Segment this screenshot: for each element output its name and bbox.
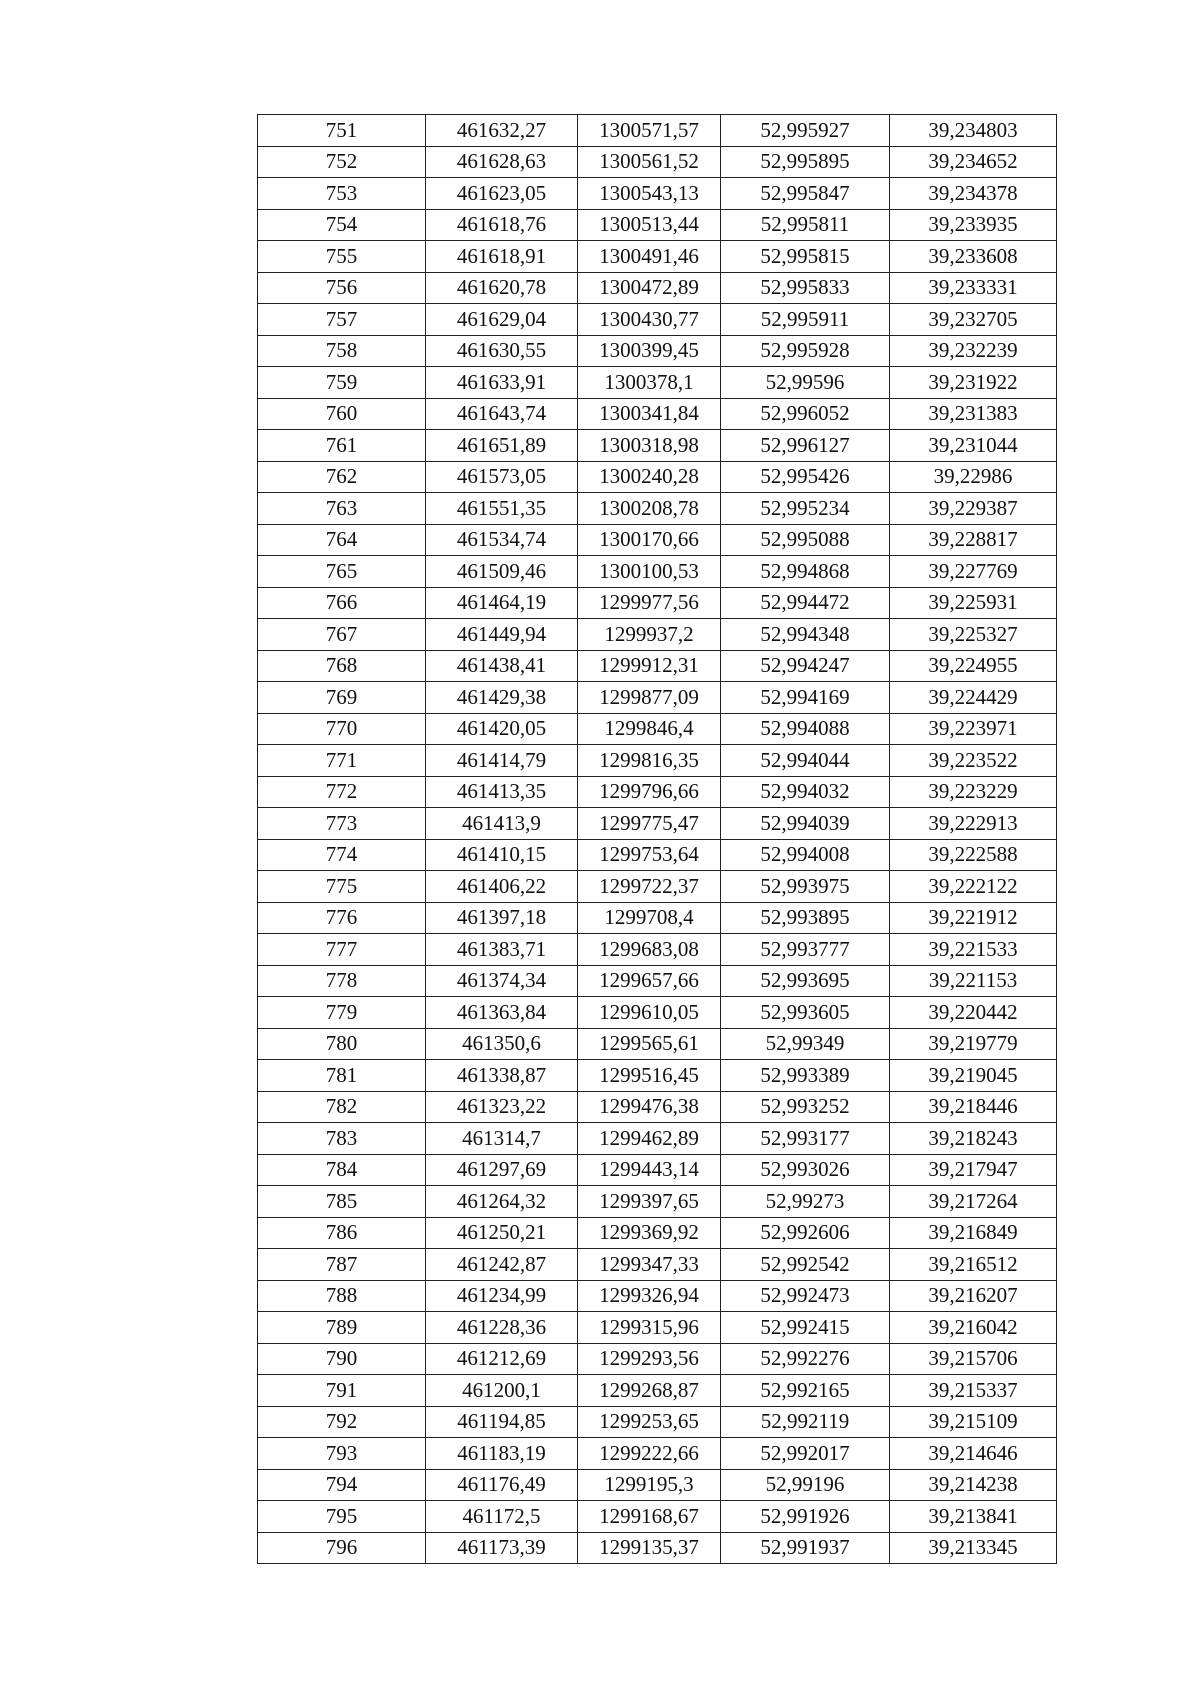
y-coordinate-cell: 1299168,67 <box>578 1501 721 1533</box>
x-coordinate-cell: 461297,69 <box>426 1154 578 1186</box>
x-coordinate-cell: 461420,05 <box>426 713 578 745</box>
y-coordinate-cell: 1299683,08 <box>578 934 721 966</box>
point-number-cell: 780 <box>258 1028 426 1060</box>
longitude-cell: 39,228817 <box>890 524 1057 556</box>
table-row <box>258 493 1057 525</box>
x-coordinate-cell: 461413,9 <box>426 808 578 840</box>
latitude-cell: 52,99196 <box>721 1469 890 1501</box>
latitude-cell: 52,992017 <box>721 1438 890 1470</box>
latitude-cell: 52,995833 <box>721 272 890 304</box>
latitude-cell: 52,995847 <box>721 178 890 210</box>
x-coordinate-cell: 461414,79 <box>426 745 578 777</box>
point-number-cell: 768 <box>258 650 426 682</box>
latitude-cell: 52,996052 <box>721 398 890 430</box>
y-coordinate-cell: 1299443,14 <box>578 1154 721 1186</box>
y-coordinate-cell: 1299708,4 <box>578 902 721 934</box>
y-coordinate-cell: 1299369,92 <box>578 1217 721 1249</box>
x-coordinate-cell: 461449,94 <box>426 619 578 651</box>
table-row <box>258 1312 1057 1344</box>
latitude-cell: 52,993605 <box>721 997 890 1029</box>
latitude-cell: 52,993695 <box>721 965 890 997</box>
y-coordinate-cell: 1300208,78 <box>578 493 721 525</box>
y-coordinate-cell: 1299222,66 <box>578 1438 721 1470</box>
point-number-cell: 763 <box>258 493 426 525</box>
table-row <box>258 839 1057 871</box>
point-number-cell: 796 <box>258 1532 426 1564</box>
point-number-cell: 794 <box>258 1469 426 1501</box>
latitude-cell: 52,993252 <box>721 1091 890 1123</box>
longitude-cell: 39,234652 <box>890 146 1057 178</box>
table-row <box>258 808 1057 840</box>
x-coordinate-cell: 461228,36 <box>426 1312 578 1344</box>
y-coordinate-cell: 1299516,45 <box>578 1060 721 1092</box>
longitude-cell: 39,223229 <box>890 776 1057 808</box>
y-coordinate-cell: 1300561,52 <box>578 146 721 178</box>
y-coordinate-cell: 1299315,96 <box>578 1312 721 1344</box>
x-coordinate-cell: 461630,55 <box>426 335 578 367</box>
point-number-cell: 790 <box>258 1343 426 1375</box>
x-coordinate-cell: 461338,87 <box>426 1060 578 1092</box>
y-coordinate-cell: 1299657,66 <box>578 965 721 997</box>
y-coordinate-cell: 1300513,44 <box>578 209 721 241</box>
point-number-cell: 767 <box>258 619 426 651</box>
y-coordinate-cell: 1300170,66 <box>578 524 721 556</box>
y-coordinate-cell: 1299397,65 <box>578 1186 721 1218</box>
latitude-cell: 52,991926 <box>721 1501 890 1533</box>
table-row <box>258 965 1057 997</box>
table-row <box>258 713 1057 745</box>
latitude-cell: 52,995911 <box>721 304 890 336</box>
point-number-cell: 766 <box>258 587 426 619</box>
x-coordinate-cell: 461651,89 <box>426 430 578 462</box>
longitude-cell: 39,218243 <box>890 1123 1057 1155</box>
table-row <box>258 1186 1057 1218</box>
x-coordinate-cell: 461438,41 <box>426 650 578 682</box>
latitude-cell: 52,994868 <box>721 556 890 588</box>
table-row <box>258 1123 1057 1155</box>
longitude-cell: 39,227769 <box>890 556 1057 588</box>
latitude-cell: 52,993389 <box>721 1060 890 1092</box>
point-number-cell: 774 <box>258 839 426 871</box>
y-coordinate-cell: 1300100,53 <box>578 556 721 588</box>
point-number-cell: 752 <box>258 146 426 178</box>
table-row <box>258 650 1057 682</box>
point-number-cell: 781 <box>258 1060 426 1092</box>
point-number-cell: 793 <box>258 1438 426 1470</box>
point-number-cell: 762 <box>258 461 426 493</box>
longitude-cell: 39,231044 <box>890 430 1057 462</box>
table-row <box>258 934 1057 966</box>
point-number-cell: 776 <box>258 902 426 934</box>
longitude-cell: 39,225931 <box>890 587 1057 619</box>
latitude-cell: 52,99349 <box>721 1028 890 1060</box>
x-coordinate-cell: 461633,91 <box>426 367 578 399</box>
longitude-cell: 39,213841 <box>890 1501 1057 1533</box>
point-number-cell: 786 <box>258 1217 426 1249</box>
latitude-cell: 52,992473 <box>721 1280 890 1312</box>
latitude-cell: 52,995426 <box>721 461 890 493</box>
x-coordinate-cell: 461464,19 <box>426 587 578 619</box>
latitude-cell: 52,994039 <box>721 808 890 840</box>
x-coordinate-cell: 461212,69 <box>426 1343 578 1375</box>
longitude-cell: 39,218446 <box>890 1091 1057 1123</box>
y-coordinate-cell: 1299937,2 <box>578 619 721 651</box>
point-number-cell: 760 <box>258 398 426 430</box>
latitude-cell: 52,995815 <box>721 241 890 273</box>
table-row <box>258 556 1057 588</box>
latitude-cell: 52,99596 <box>721 367 890 399</box>
point-number-cell: 771 <box>258 745 426 777</box>
point-number-cell: 775 <box>258 871 426 903</box>
longitude-cell: 39,215109 <box>890 1406 1057 1438</box>
latitude-cell: 52,994044 <box>721 745 890 777</box>
point-number-cell: 753 <box>258 178 426 210</box>
y-coordinate-cell: 1300399,45 <box>578 335 721 367</box>
longitude-cell: 39,217947 <box>890 1154 1057 1186</box>
point-number-cell: 784 <box>258 1154 426 1186</box>
x-coordinate-cell: 461413,35 <box>426 776 578 808</box>
table-row <box>258 587 1057 619</box>
table-row <box>258 335 1057 367</box>
table-row <box>258 1343 1057 1375</box>
longitude-cell: 39,216042 <box>890 1312 1057 1344</box>
y-coordinate-cell: 1299135,37 <box>578 1532 721 1564</box>
y-coordinate-cell: 1299268,87 <box>578 1375 721 1407</box>
point-number-cell: 777 <box>258 934 426 966</box>
point-number-cell: 769 <box>258 682 426 714</box>
x-coordinate-cell: 461410,15 <box>426 839 578 871</box>
x-coordinate-cell: 461264,32 <box>426 1186 578 1218</box>
point-number-cell: 792 <box>258 1406 426 1438</box>
table-row <box>258 1154 1057 1186</box>
longitude-cell: 39,222913 <box>890 808 1057 840</box>
point-number-cell: 788 <box>258 1280 426 1312</box>
x-coordinate-cell: 461173,39 <box>426 1532 578 1564</box>
point-number-cell: 787 <box>258 1249 426 1281</box>
longitude-cell: 39,231383 <box>890 398 1057 430</box>
latitude-cell: 52,995927 <box>721 115 890 147</box>
table-row <box>258 1469 1057 1501</box>
table-row <box>258 902 1057 934</box>
y-coordinate-cell: 1299796,66 <box>578 776 721 808</box>
longitude-cell: 39,221153 <box>890 965 1057 997</box>
y-coordinate-cell: 1299347,33 <box>578 1249 721 1281</box>
table-row <box>258 871 1057 903</box>
longitude-cell: 39,216207 <box>890 1280 1057 1312</box>
longitude-cell: 39,233331 <box>890 272 1057 304</box>
point-number-cell: 770 <box>258 713 426 745</box>
longitude-cell: 39,221533 <box>890 934 1057 966</box>
x-coordinate-cell: 461383,71 <box>426 934 578 966</box>
x-coordinate-cell: 461534,74 <box>426 524 578 556</box>
point-number-cell: 785 <box>258 1186 426 1218</box>
point-number-cell: 757 <box>258 304 426 336</box>
y-coordinate-cell: 1299816,35 <box>578 745 721 777</box>
y-coordinate-cell: 1300543,13 <box>578 178 721 210</box>
longitude-cell: 39,225327 <box>890 619 1057 651</box>
latitude-cell: 52,991937 <box>721 1532 890 1564</box>
latitude-cell: 52,994348 <box>721 619 890 651</box>
x-coordinate-cell: 461200,1 <box>426 1375 578 1407</box>
table-row <box>258 272 1057 304</box>
table-row <box>258 524 1057 556</box>
x-coordinate-cell: 461429,38 <box>426 682 578 714</box>
latitude-cell: 52,993975 <box>721 871 890 903</box>
table-row <box>258 398 1057 430</box>
longitude-cell: 39,217264 <box>890 1186 1057 1218</box>
x-coordinate-cell: 461314,7 <box>426 1123 578 1155</box>
latitude-cell: 52,992606 <box>721 1217 890 1249</box>
latitude-cell: 52,992165 <box>721 1375 890 1407</box>
point-number-cell: 772 <box>258 776 426 808</box>
longitude-cell: 39,224429 <box>890 682 1057 714</box>
x-coordinate-cell: 461573,05 <box>426 461 578 493</box>
latitude-cell: 52,992542 <box>721 1249 890 1281</box>
y-coordinate-cell: 1300318,98 <box>578 430 721 462</box>
table-row <box>258 146 1057 178</box>
longitude-cell: 39,231922 <box>890 367 1057 399</box>
x-coordinate-cell: 461363,84 <box>426 997 578 1029</box>
table-row <box>258 997 1057 1029</box>
table-row <box>258 367 1057 399</box>
x-coordinate-cell: 461628,63 <box>426 146 578 178</box>
latitude-cell: 52,995895 <box>721 146 890 178</box>
longitude-cell: 39,216849 <box>890 1217 1057 1249</box>
x-coordinate-cell: 461397,18 <box>426 902 578 934</box>
x-coordinate-cell: 461632,27 <box>426 115 578 147</box>
table-row <box>258 209 1057 241</box>
table-row <box>258 241 1057 273</box>
x-coordinate-cell: 461234,99 <box>426 1280 578 1312</box>
latitude-cell: 52,994088 <box>721 713 890 745</box>
longitude-cell: 39,215706 <box>890 1343 1057 1375</box>
x-coordinate-cell: 461172,5 <box>426 1501 578 1533</box>
x-coordinate-cell: 461350,6 <box>426 1028 578 1060</box>
x-coordinate-cell: 461623,05 <box>426 178 578 210</box>
latitude-cell: 52,994472 <box>721 587 890 619</box>
longitude-cell: 39,214238 <box>890 1469 1057 1501</box>
x-coordinate-cell: 461618,76 <box>426 209 578 241</box>
table-row <box>258 1028 1057 1060</box>
longitude-cell: 39,229387 <box>890 493 1057 525</box>
longitude-cell: 39,220442 <box>890 997 1057 1029</box>
latitude-cell: 52,994032 <box>721 776 890 808</box>
table-row <box>258 1217 1057 1249</box>
y-coordinate-cell: 1300378,1 <box>578 367 721 399</box>
coordinates-table <box>257 114 1057 1564</box>
table-row <box>258 461 1057 493</box>
x-coordinate-cell: 461183,19 <box>426 1438 578 1470</box>
longitude-cell: 39,215337 <box>890 1375 1057 1407</box>
latitude-cell: 52,995234 <box>721 493 890 525</box>
point-number-cell: 778 <box>258 965 426 997</box>
longitude-cell: 39,221912 <box>890 902 1057 934</box>
point-number-cell: 779 <box>258 997 426 1029</box>
y-coordinate-cell: 1300472,89 <box>578 272 721 304</box>
table-row <box>258 1406 1057 1438</box>
longitude-cell: 39,216512 <box>890 1249 1057 1281</box>
y-coordinate-cell: 1299326,94 <box>578 1280 721 1312</box>
table-row <box>258 1501 1057 1533</box>
longitude-cell: 39,232705 <box>890 304 1057 336</box>
x-coordinate-cell: 461323,22 <box>426 1091 578 1123</box>
x-coordinate-cell: 461629,04 <box>426 304 578 336</box>
point-number-cell: 761 <box>258 430 426 462</box>
latitude-cell: 52,993895 <box>721 902 890 934</box>
x-coordinate-cell: 461194,85 <box>426 1406 578 1438</box>
y-coordinate-cell: 1299195,3 <box>578 1469 721 1501</box>
x-coordinate-cell: 461620,78 <box>426 272 578 304</box>
point-number-cell: 764 <box>258 524 426 556</box>
longitude-cell: 39,233935 <box>890 209 1057 241</box>
x-coordinate-cell: 461406,22 <box>426 871 578 903</box>
y-coordinate-cell: 1299610,05 <box>578 997 721 1029</box>
y-coordinate-cell: 1299912,31 <box>578 650 721 682</box>
latitude-cell: 52,993777 <box>721 934 890 966</box>
longitude-cell: 39,232239 <box>890 335 1057 367</box>
table-row <box>258 1438 1057 1470</box>
table-row <box>258 304 1057 336</box>
coordinates-table-body <box>258 115 1057 1564</box>
table-row <box>258 430 1057 462</box>
longitude-cell: 39,214646 <box>890 1438 1057 1470</box>
point-number-cell: 751 <box>258 115 426 147</box>
y-coordinate-cell: 1299846,4 <box>578 713 721 745</box>
table-row <box>258 1091 1057 1123</box>
longitude-cell: 39,22986 <box>890 461 1057 493</box>
y-coordinate-cell: 1299253,65 <box>578 1406 721 1438</box>
y-coordinate-cell: 1300491,46 <box>578 241 721 273</box>
point-number-cell: 756 <box>258 272 426 304</box>
x-coordinate-cell: 461509,46 <box>426 556 578 588</box>
point-number-cell: 758 <box>258 335 426 367</box>
longitude-cell: 39,222588 <box>890 839 1057 871</box>
latitude-cell: 52,992119 <box>721 1406 890 1438</box>
latitude-cell: 52,996127 <box>721 430 890 462</box>
longitude-cell: 39,234378 <box>890 178 1057 210</box>
x-coordinate-cell: 461176,49 <box>426 1469 578 1501</box>
point-number-cell: 765 <box>258 556 426 588</box>
point-number-cell: 754 <box>258 209 426 241</box>
y-coordinate-cell: 1300341,84 <box>578 398 721 430</box>
longitude-cell: 39,222122 <box>890 871 1057 903</box>
table-row <box>258 178 1057 210</box>
longitude-cell: 39,219779 <box>890 1028 1057 1060</box>
longitude-cell: 39,224955 <box>890 650 1057 682</box>
y-coordinate-cell: 1299462,89 <box>578 1123 721 1155</box>
table-row <box>258 115 1057 147</box>
table-row <box>258 1375 1057 1407</box>
table-row <box>258 619 1057 651</box>
latitude-cell: 52,994247 <box>721 650 890 682</box>
x-coordinate-cell: 461250,21 <box>426 1217 578 1249</box>
table-row <box>258 682 1057 714</box>
longitude-cell: 39,213345 <box>890 1532 1057 1564</box>
point-number-cell: 759 <box>258 367 426 399</box>
point-number-cell: 782 <box>258 1091 426 1123</box>
latitude-cell: 52,995811 <box>721 209 890 241</box>
y-coordinate-cell: 1299877,09 <box>578 682 721 714</box>
table-row <box>258 776 1057 808</box>
point-number-cell: 791 <box>258 1375 426 1407</box>
point-number-cell: 795 <box>258 1501 426 1533</box>
point-number-cell: 789 <box>258 1312 426 1344</box>
x-coordinate-cell: 461618,91 <box>426 241 578 273</box>
latitude-cell: 52,99273 <box>721 1186 890 1218</box>
table-row <box>258 1060 1057 1092</box>
latitude-cell: 52,995928 <box>721 335 890 367</box>
table-row <box>258 745 1057 777</box>
x-coordinate-cell: 461551,35 <box>426 493 578 525</box>
y-coordinate-cell: 1299565,61 <box>578 1028 721 1060</box>
latitude-cell: 52,994169 <box>721 682 890 714</box>
y-coordinate-cell: 1299977,56 <box>578 587 721 619</box>
longitude-cell: 39,233608 <box>890 241 1057 273</box>
table-row <box>258 1249 1057 1281</box>
x-coordinate-cell: 461643,74 <box>426 398 578 430</box>
y-coordinate-cell: 1299476,38 <box>578 1091 721 1123</box>
point-number-cell: 755 <box>258 241 426 273</box>
latitude-cell: 52,993177 <box>721 1123 890 1155</box>
table-row <box>258 1532 1057 1564</box>
x-coordinate-cell: 461242,87 <box>426 1249 578 1281</box>
y-coordinate-cell: 1300430,77 <box>578 304 721 336</box>
point-number-cell: 783 <box>258 1123 426 1155</box>
y-coordinate-cell: 1299293,56 <box>578 1343 721 1375</box>
longitude-cell: 39,219045 <box>890 1060 1057 1092</box>
latitude-cell: 52,992276 <box>721 1343 890 1375</box>
longitude-cell: 39,223522 <box>890 745 1057 777</box>
latitude-cell: 52,992415 <box>721 1312 890 1344</box>
x-coordinate-cell: 461374,34 <box>426 965 578 997</box>
longitude-cell: 39,234803 <box>890 115 1057 147</box>
y-coordinate-cell: 1299775,47 <box>578 808 721 840</box>
y-coordinate-cell: 1299753,64 <box>578 839 721 871</box>
point-number-cell: 773 <box>258 808 426 840</box>
y-coordinate-cell: 1299722,37 <box>578 871 721 903</box>
y-coordinate-cell: 1300240,28 <box>578 461 721 493</box>
y-coordinate-cell: 1300571,57 <box>578 115 721 147</box>
latitude-cell: 52,994008 <box>721 839 890 871</box>
latitude-cell: 52,995088 <box>721 524 890 556</box>
table-row <box>258 1280 1057 1312</box>
longitude-cell: 39,223971 <box>890 713 1057 745</box>
latitude-cell: 52,993026 <box>721 1154 890 1186</box>
